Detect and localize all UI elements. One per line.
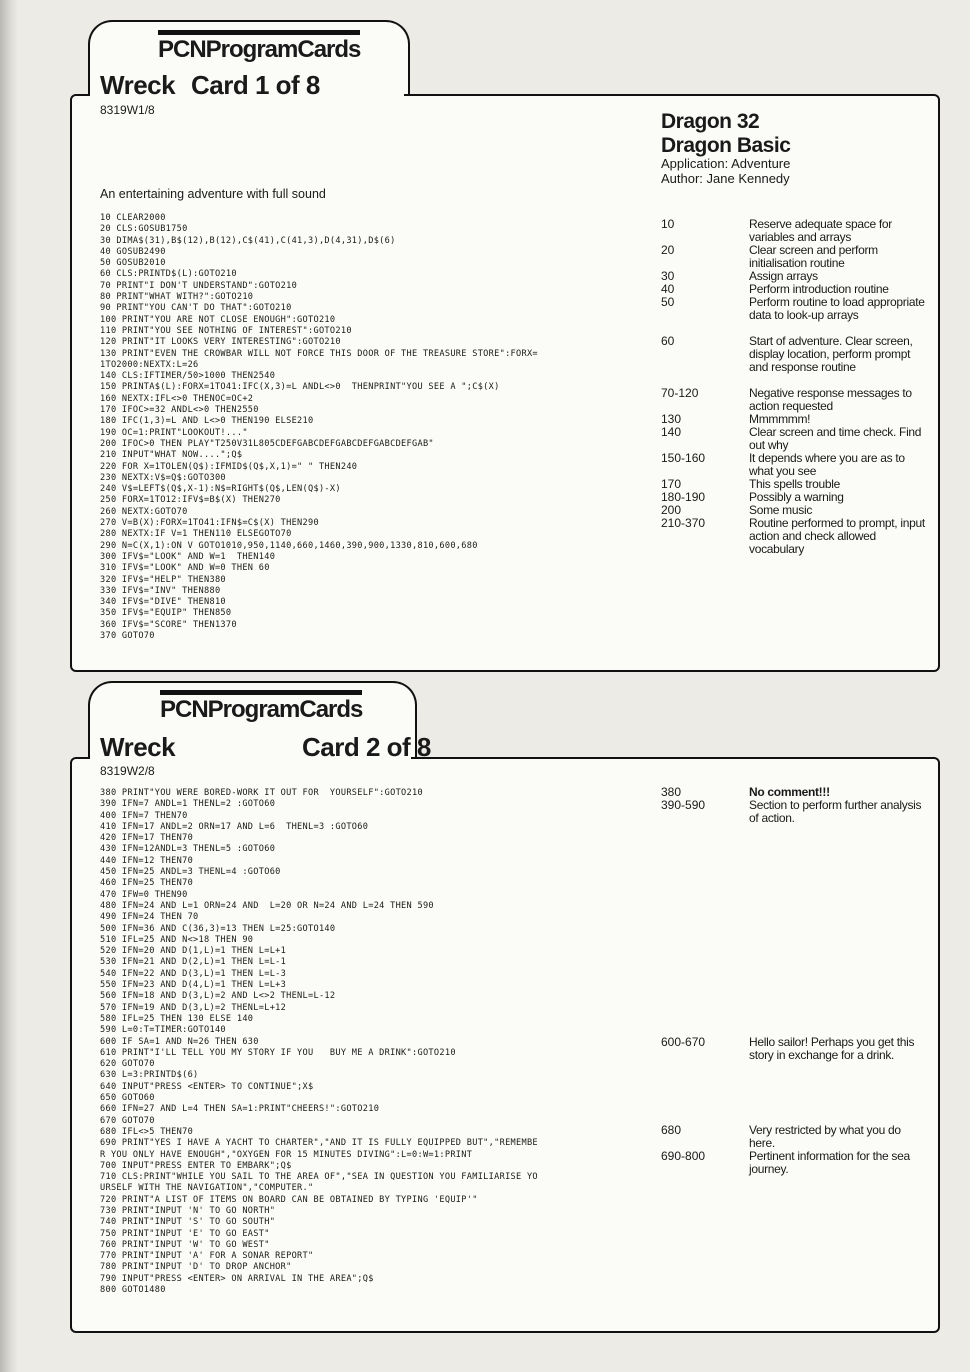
- code-line: 360 IFV$="SCORE" THEN1370: [100, 619, 237, 630]
- code-line: 110 PRINT"YOU SEE NOTHING OF INTEREST":GOTO210: [100, 325, 352, 336]
- card-1-program-name: Wreck: [100, 70, 176, 100]
- code-line: 460 IFN=25 THEN70: [100, 878, 194, 889]
- code-line: 140 CLS:IFTIMER/50>1000 THEN2540: [100, 371, 276, 382]
- code-line: 210 INPUT"WHAT NOW....";Q$: [100, 450, 243, 461]
- code-line: 770 PRINT"INPUT 'A' FOR A SONAR REPORT": [100, 1251, 314, 1262]
- code-line: 590 L=0:T=TIMER:GOTO140: [100, 1025, 226, 1036]
- code-line: 610 PRINT"I'LL TELL YOU MY STORY IF YOU BUY ME A DRINK":GOTO210: [100, 1047, 456, 1058]
- code-line: 340 IFV$="DIVE" THEN810: [100, 597, 226, 608]
- card-1-program-listing: [100, 213, 538, 642]
- code-line: 660 IFN=27 AND L=4 THEN SA=1:PRINT"CHEERS!":GOTO210: [100, 1104, 380, 1115]
- code-line: 190 OC=1:PRINT"LOOKOUT!...": [100, 427, 248, 438]
- note-line-range: 140: [661, 425, 682, 439]
- code-line: 70 PRINT"I DON'T UNDERSTAND":GOTO210: [100, 280, 298, 291]
- note-text: Assign arrays: [749, 269, 818, 283]
- code-line: 750 PRINT"INPUT 'E' TO GO EAST": [100, 1228, 270, 1239]
- code-line: 370 GOTO70: [100, 630, 155, 641]
- note-line-range: 600-670: [661, 1035, 706, 1049]
- note-line-range: 680: [661, 1123, 682, 1137]
- code-line: 130 PRINT"EVEN THE CROWBAR WILL NOT FORCE THIS DOOR OF THE TREASURE STORE":FORX=: [100, 348, 538, 359]
- code-line: 640 INPUT"PRESS <ENTER> TO CONTINUE";X$: [100, 1081, 314, 1092]
- code-line: 320 IFV$="HELP" THEN380: [100, 574, 226, 585]
- code-line: 400 IFN=7 THEN70: [100, 810, 188, 821]
- code-line: 580 IFL=25 THEN 130 ELSE 140: [100, 1013, 254, 1024]
- code-line: 420 IFN=17 THEN70: [100, 833, 194, 844]
- code-line: 270 V=B(X):FORX=1TO41:IFN$=C$(X) THEN290: [100, 518, 319, 529]
- code-line: 380 PRINT"YOU WERE BORED-WORK IT OUT FOR YOURSELF":GOTO210: [100, 788, 423, 798]
- code-line: 390 IFN=7 ANDL=1 THENL=2 :GOTO60: [100, 799, 276, 810]
- note-line-range: 170: [661, 477, 682, 491]
- program-description: An entertaining adventure with full sound: [100, 187, 326, 201]
- code-line: 20 CLS:GOSUB1750: [100, 224, 188, 235]
- code-line: 350 IFV$="EQUIP" THEN850: [100, 608, 232, 619]
- code-line: 730 PRINT"INPUT 'N' TO GO NORTH": [100, 1205, 276, 1216]
- code-line: 690 PRINT"YES I HAVE A YACHT TO CHARTER","AND IT IS FULLY EQUIPPED BUT","REMEMBE: [100, 1138, 538, 1149]
- code-line: 720 PRINT"A LIST OF ITEMS ON BOARD CAN BE OBTAINED BY TYPING 'EQUIP'": [100, 1194, 478, 1205]
- code-line: 250 FORX=1TO12:IFV$=B$(X) THEN270: [100, 495, 281, 506]
- code-line: 230 NEXTX:V$=Q$:GOTO300: [100, 472, 226, 483]
- code-line: 160 NEXTX:IFL<>0 THENOC=OC+2: [100, 393, 254, 404]
- code-line: 170 IFOC>=32 ANDL<>0 THEN2550: [100, 405, 259, 416]
- note-line-range: 150-160: [661, 451, 706, 465]
- code-line: 300 IFV$="LOOK" AND W=1 THEN140: [100, 551, 276, 562]
- note-text: Very restricted by what you do here.: [749, 1123, 901, 1150]
- code-line: 740 PRINT"INPUT 'S' TO GO SOUTH": [100, 1217, 276, 1228]
- code-line: 650 GOTO60: [100, 1093, 155, 1104]
- code-line: 780 PRINT"INPUT 'D' TO DROP ANCHOR": [100, 1262, 292, 1273]
- code-line: 30 DIMA$(31),B$(12),B(12),C$(41),C(41,3),D(4,31),D$(6): [100, 235, 396, 246]
- language-name: Dragon Basic: [661, 134, 791, 157]
- note-text: Section to perform further analysis of action.: [749, 798, 922, 825]
- note-line-range: 10: [661, 217, 675, 231]
- note-text: Clear screen and time check. Find out why: [749, 425, 922, 452]
- note-text: No comment!!!: [749, 785, 830, 799]
- code-line: 40 GOSUB2490: [100, 246, 166, 257]
- code-line: 150 PRINTA$(L):FORX=1TO41:IFC(X,3)=L ANDL<>0 THENPRINT"YOU SEE A ";C$(X): [100, 382, 500, 393]
- note-text: Mmmmmm!: [749, 412, 811, 426]
- code-line: 570 IFN=19 AND D(3,L)=2 THENL=L+12: [100, 1002, 287, 1013]
- note-text: Clear screen and perform initialisation routine: [749, 243, 878, 270]
- machine-name: Dragon 32: [661, 110, 760, 133]
- code-line: 470 IFW=0 THEN90: [100, 889, 188, 900]
- note-line-range: 390-590: [661, 798, 706, 812]
- application-label: Application: Adventure: [661, 156, 791, 171]
- code-line: 50 GOSUB2010: [100, 258, 166, 269]
- note-line-range: 50: [661, 295, 675, 309]
- note-text: Hello sailor! Perhaps you get this story in exchange for a drink.: [749, 1035, 915, 1062]
- code-line: 1TO2000:NEXTX:L=26: [100, 359, 199, 370]
- code-line: 480 IFN=24 AND L=1 ORN=24 AND L=20 OR N=24 AND L=24 THEN 590: [100, 900, 434, 911]
- code-line: 560 IFN=18 AND D(3,L)=2 AND L<>2 THENL=L-12: [100, 991, 336, 1002]
- card-1-brand-logo: PCNProgramCards: [158, 30, 360, 62]
- code-line: 510 IFL=25 AND N<>18 THEN 90: [100, 934, 254, 945]
- code-line: 60 CLS:PRINTD$(L):GOTO210: [100, 269, 237, 280]
- note-text: Start of adventure. Clear screen, display location, perform prompt and response routine: [749, 334, 913, 374]
- code-line: 670 GOTO70: [100, 1115, 155, 1126]
- note-text: Negative response messages to action requested: [749, 386, 912, 413]
- code-line: URSELF WITH THE NAVIGATION","COMPUTER.": [100, 1183, 314, 1194]
- code-line: 790 INPUT"PRESS <ENTER> ON ARRIVAL IN THE AREA";Q$: [100, 1273, 374, 1284]
- card-2-program-listing: [100, 788, 538, 1296]
- card-1-card-number: Card 1 of 8: [191, 70, 320, 100]
- note-line-range: 20: [661, 243, 675, 257]
- code-line: 410 IFN=17 ANDL=2 ORN=17 AND L=6 THENL=3 :GOTO60: [100, 821, 369, 832]
- note-line-range: 380: [661, 785, 682, 799]
- card-2-code-id: 8319W2/8: [100, 764, 155, 778]
- code-line: 490 IFN=24 THEN 70: [100, 912, 199, 923]
- note-text: Some music: [749, 503, 813, 517]
- code-line: 280 NEXTX:IF V=1 THEN110 ELSEGOTO70: [100, 529, 292, 540]
- code-line: 540 IFN=22 AND D(3,L)=1 THEN L=L-3: [100, 968, 287, 979]
- note-line-range: 40: [661, 282, 675, 296]
- code-line: 600 IF SA=1 AND N=26 THEN 630: [100, 1036, 259, 1047]
- note-text: Reserve adequate space for variables and arrays: [749, 217, 892, 244]
- code-line: 550 IFN=23 AND D(4,L)=1 THEN L=L+3: [100, 980, 287, 991]
- code-line: 680 IFL<>5 THEN70: [100, 1126, 194, 1137]
- page-binding-shadow: [0, 0, 18, 1372]
- note-line-range: 130: [661, 412, 682, 426]
- card-2-brand-logo: PCNProgramCards: [160, 690, 362, 722]
- note-line-range: 690-800: [661, 1149, 706, 1163]
- code-line: 450 IFN=25 ANDL=3 THENL=4 :GOTO60: [100, 867, 281, 878]
- code-line: 530 IFN=21 AND D(2,L)=1 THEN L=L-1: [100, 957, 287, 968]
- code-line: 10 CLEAR2000: [100, 213, 166, 223]
- code-line: 180 IFC(1,3)=L AND L<>0 THEN190 ELSE210: [100, 416, 314, 427]
- code-line: 120 PRINT"IT LOOKS VERY INTERESTING":GOTO210: [100, 337, 341, 348]
- code-line: 710 CLS:PRINT"WHILE YOU SAIL TO THE AREA OF","SEA IN QUESTION YOU FAMILIARISE YO: [100, 1172, 538, 1183]
- card-1-code-id: 8319W1/8: [100, 103, 155, 117]
- code-line: 440 IFN=12 THEN70: [100, 855, 194, 866]
- code-line: 290 N=C(X,1):ON V GOTO1010,950,1140,660,1460,390,900,1330,810,600,680: [100, 540, 478, 551]
- code-line: 430 IFN=12ANDL=3 THENL=5 :GOTO60: [100, 844, 276, 855]
- code-line: 630 L=3:PRINTD$(6): [100, 1070, 199, 1081]
- note-text: Pertinent information for the sea journey.: [749, 1149, 910, 1176]
- code-line: 200 IFOC>0 THEN PLAY"T250V31L805CDEFGABCDEFGABCDEFGABCDEFGAB": [100, 438, 434, 449]
- code-line: 80 PRINT"WHAT WITH?":GOTO210: [100, 292, 254, 303]
- note-text: It depends where you are as to what you see: [749, 451, 905, 478]
- code-line: R YOU ONLY HAVE ENOUGH","OXYGEN FOR 15 MINUTES DIVING":L=0:W=1:PRINT: [100, 1149, 473, 1160]
- code-line: 240 V$=LEFT$(Q$,X-1):N$=RIGHT$(Q$,LEN(Q$)-X): [100, 484, 341, 495]
- code-line: 330 IFV$="INV" THEN880: [100, 585, 221, 596]
- note-text: Possibly a warning: [749, 490, 844, 504]
- code-line: 620 GOTO70: [100, 1059, 155, 1070]
- note-line-range: 70-120: [661, 386, 699, 400]
- code-line: 800 GOTO1480: [100, 1285, 166, 1296]
- note-line-range: 30: [661, 269, 675, 283]
- code-line: 760 PRINT"INPUT 'W' TO GO WEST": [100, 1239, 270, 1250]
- note-text: Routine performed to prompt, input action and check allowed vocabulary: [749, 516, 925, 556]
- code-line: 520 IFN=20 AND D(1,L)=1 THEN L=L+1: [100, 946, 287, 957]
- note-line-range: 200: [661, 503, 682, 517]
- note-line-range: 210-370: [661, 516, 706, 530]
- note-line-range: 180-190: [661, 490, 706, 504]
- card-2-card-number: Card 2 of 8: [302, 732, 431, 762]
- code-line: 220 FOR X=1TOLEN(Q$):IFMID$(Q$,X,1)=" " THEN240: [100, 461, 358, 472]
- note-text: This spells trouble: [749, 477, 841, 491]
- code-line: 260 NEXTX:GOTO70: [100, 506, 188, 517]
- note-text: Perform routine to load appropriate data to look-up arrays: [749, 295, 925, 322]
- card-2-program-name: Wreck: [100, 732, 176, 762]
- code-line: 100 PRINT"YOU ARE NOT CLOSE ENOUGH":GOTO210: [100, 314, 336, 325]
- note-text: Perform introduction routine: [749, 282, 889, 296]
- note-line-range: 60: [661, 334, 675, 348]
- author-label: Author: Jane Kennedy: [661, 171, 790, 186]
- code-line: 700 INPUT"PRESS ENTER TO EMBARK";Q$: [100, 1160, 292, 1171]
- code-line: 90 PRINT"YOU CAN'T DO THAT":GOTO210: [100, 303, 292, 314]
- code-line: 500 IFN=36 AND C(36,3)=13 THEN L=25:GOTO140: [100, 923, 336, 934]
- code-line: 310 IFV$="LOOK" AND W=0 THEN 60: [100, 563, 270, 574]
